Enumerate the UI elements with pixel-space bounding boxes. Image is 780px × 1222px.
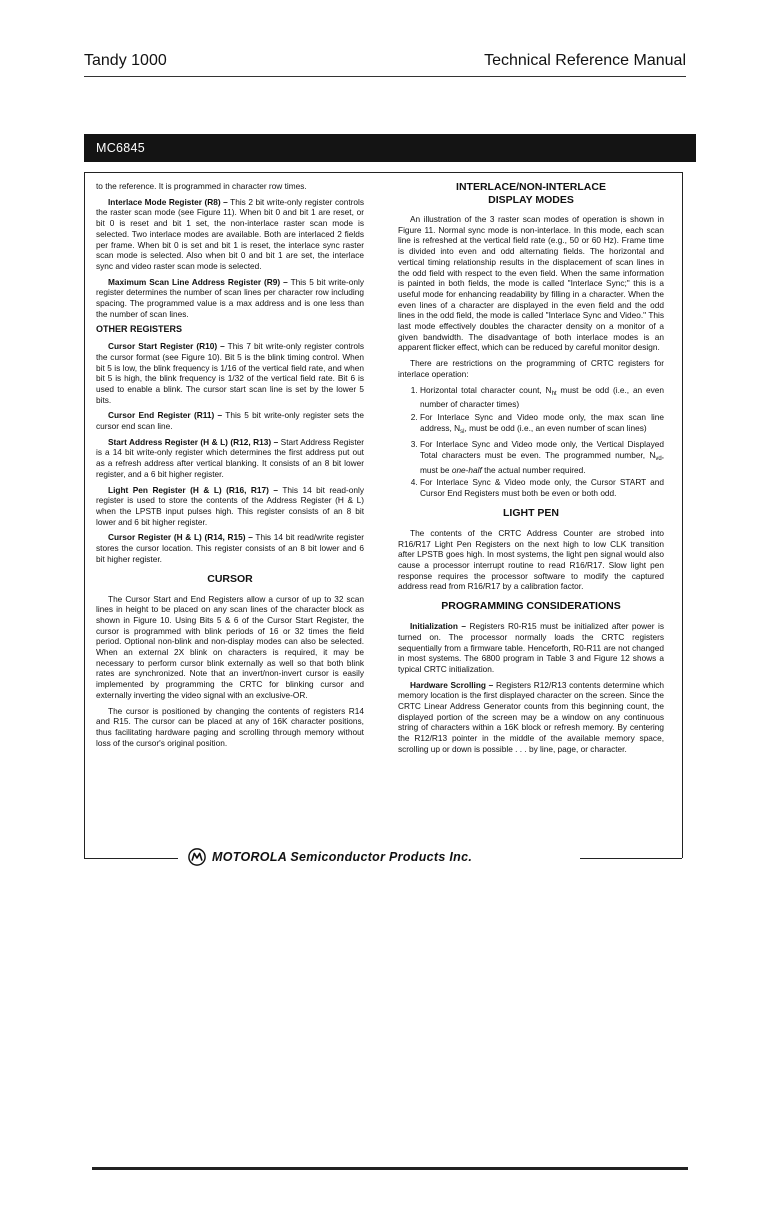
register-term: Maximum Scan Line Address Register (R9) – — [108, 276, 288, 287]
left-column — [96, 181, 364, 753]
right-column — [398, 181, 664, 760]
paragraph: An illustration of the 3 raster scan modes of operation is shown in Figure 11. Normal sync mode is non-interlace. In this mode, each scan line is refreshed at the vertical field rate (e.g., 50 or 60 Hz). Frame time is divided into even and odd alternating fields. The horizontal and vertical timing relationship results in the displacement of scan lines in the odd field with respect to the even field. When the same information is painted in both fields, the mode is called "Interlace Sync;" this is a useful mode for enhancing readability by filling in a character. When the even lines of a character are displayed in the even field and the odd lines in the odd field, the mode is called "Interlace Sync and Video." This last mode effectively doubles the character density on a monitor of a given bandwidth. The disadvantage of both interlace modes is an apparent flicker effect, which can be reduced by careful monitor design. — [398, 214, 664, 353]
page-footer — [84, 848, 682, 868]
register-term: Hardware Scrolling – — [410, 679, 494, 690]
footer-text: MOTOROLA Semiconductor Products Inc. — [212, 850, 473, 864]
list-item — [420, 412, 664, 437]
list-text: For Interlace Sync and Video mode only, the Vertical Displayed Total characters must be even. The programmed number, N — [420, 439, 664, 461]
list-text: , must be — [420, 450, 664, 475]
paragraph — [398, 680, 664, 755]
frame-right-rule — [682, 172, 683, 858]
list-item — [420, 385, 664, 410]
restriction-list — [398, 385, 664, 499]
paragraph-text: This 14 bit read-only register is used to store the contents of the Address Register (H & L) when the LPSTB input pulses high. This register consists of an 8 bit lower and 6 bit higher register. — [96, 484, 365, 527]
paragraph — [96, 485, 364, 528]
list-item: 4. For Interlace Sync & Video mode only, the Cursor START and Cursor End Registers must both be even or both odd. — [420, 477, 664, 498]
list-item — [420, 439, 664, 475]
register-term: Initialization – — [410, 621, 467, 632]
section-band — [84, 134, 696, 162]
motorola-logo-icon — [188, 848, 206, 866]
register-term: Cursor Register (H & L) (R14, R15) – — [108, 532, 253, 543]
section-heading: CURSOR — [207, 572, 253, 585]
paragraph: The cursor is positioned by changing the contents of registers R14 and R15. The cursor can be placed at any of 16K character positions, thus facilitating hardware paging and scrolling through memory without loss of the cursor's original position. — [96, 705, 364, 748]
band-title: MC6845 — [96, 141, 146, 155]
frame-top-rule — [84, 172, 682, 173]
list-text: Horizontal total character count, N — [420, 384, 552, 395]
paragraph-text: This 7 bit write-only register controls the cursor format (see Figure 10). Bit 5 is the blink timing control. When bit 5 is low, the blink frequency is 1/16 of the vertical field rate, and when bit 5 is high, the blink frequency is 1/32 of the vertical field rate. Bit 6 is used to enable a blink. The cursor start scan line is set by the lower 5 bits. — [96, 341, 364, 405]
header-title-right: Technical Reference Manual — [484, 52, 686, 69]
paragraph-text: This 2 bit write-only register controls the raster scan mode (see Figure 11). When bit 0 and bit 1 are reset, or bit 0 is reset and bit 1 set, the non-interlace raster scan mode is selected. Two interlace modes are available. Both are interlaced 2 fields per frame. When bit 0 is set and bit 1 is reset, the interlace sync raster scan mode is selected. Also when bit 0 and bit 1 are set, the interlace sync and video raster scan mode is selected. — [96, 196, 364, 271]
paragraph — [96, 341, 364, 405]
page-bottom-rule — [92, 1167, 688, 1170]
emphasis: one-half — [451, 464, 482, 475]
register-term: Light Pen Register (H & L) (R16, R17) – — [108, 484, 278, 495]
register-term: Start Address Register (H & L) (R12, R13) – — [108, 436, 279, 447]
footer-rule-right — [580, 858, 682, 859]
paragraph — [96, 437, 364, 480]
list-text: must be odd (i.e., an even number of character times) — [420, 384, 664, 410]
paragraph — [96, 532, 364, 564]
list-text: the actual number required. — [481, 464, 586, 475]
paragraph-text: Registers R0-R15 must be initialized after power is turned on. The processor normally loads the CRTC registers sequentially from a firmware table. Henceforth, R0-R11 are not changed in most systems. The 6800 program in Table 3 and Figure 12 shows a typical CRTC initialization. — [398, 621, 664, 674]
section-heading — [398, 181, 664, 207]
footer-rule-left — [84, 858, 178, 859]
list-text: For Interlace Sync and Video mode only, the max scan line address, N — [420, 411, 664, 433]
register-term: Interlace Mode Register (R8) – — [108, 196, 228, 207]
section-heading: OTHER REGISTERS — [96, 324, 183, 335]
heading-line: DISPLAY MODES — [488, 194, 574, 206]
subscript: ht — [551, 390, 557, 397]
paragraph: There are restrictions on the programming of CRTC registers for interlace operation: — [398, 358, 664, 379]
paragraph-text: Registers R12/R13 contents determine which memory location is the first displayed character on the screen. Since the CRTC Linear Address Generator counts from this beginning count, the displayed portion of the screen may be a window on any continuous string of characters within a 16K block or refresh memory. By centering the R12/R13 pointer in the middle of the available memory space, scrolling up or down is possible . . . by line, page, or character. — [398, 679, 664, 754]
paragraph: The Cursor Start and End Registers allow a cursor of up to 32 scan lines in height to be placed on any scan lines of the character block as shown in Figure 10. Using Bits 5 & 6 of the Cursor Start Register, the cursor is programmed with blink periods of 16 or 32 times the field period. Optional non-blink and non-display modes can also be selected. When an external 2X blink on characters is required, it may be necessary to perform cursor blink externally as well so that both blink rates are synchronized. Note that an invert/non-invert cursor is easily implemented by programming the CRTC for blinking cursor and externally inverting the video signal with an exclusive-OR. — [96, 593, 364, 700]
paragraph: The contents of the CRTC Address Counter are strobed into R16/R17 Light Pen Registers on the next high to low CLK transition after LPSTB goes high. In most systems, the light pen signal would also cause a processor interrupt routine to read R16/R17. Slow light pen response requires the processor software to modify the captured address read from R16/R17 by a calibration factor. — [398, 527, 664, 592]
page-header — [84, 52, 686, 76]
paragraph — [398, 621, 664, 675]
subscript: vd — [655, 456, 662, 463]
paragraph-text: This 5 bit write-only register sets the cursor end scan line. — [96, 410, 364, 432]
paragraph — [96, 410, 364, 431]
paragraph-text: This 5 bit write-only register determines the number of scan lines per character row including spacing. The programmed value is a max address and is one less than the number of scan lines. — [96, 276, 365, 319]
header-divider — [84, 76, 686, 77]
register-term: Cursor Start Register (R10) – — [108, 341, 225, 352]
paragraph-text: This 14 bit read/write register stores the cursor location. This register consists of an 8 bit lower and 6 bit higher register. — [96, 532, 365, 564]
paragraph-text: Start Address Register is a 14 bit write-only register which determines the first address put out as a refresh address after vertical blanking. It consists of an 8 bit lower register, and a 6 bit higher register. — [96, 436, 364, 479]
header-title-left: Tandy 1000 — [84, 52, 167, 69]
list-text: , must be odd (i.e., an even number of scan lines) — [464, 422, 647, 433]
paragraph — [96, 277, 364, 320]
frame-left-rule — [84, 172, 85, 858]
paragraph — [96, 197, 364, 272]
register-term: Cursor End Register (R11) – — [108, 410, 223, 421]
section-heading: PROGRAMMING CONSIDERATIONS — [441, 600, 621, 613]
heading-line: INTERLACE/NON-INTERLACE — [456, 181, 606, 193]
section-heading: LIGHT PEN — [502, 506, 559, 519]
paragraph: to the reference. It is programmed in character row times. — [96, 181, 307, 191]
subscript: sl — [460, 428, 465, 435]
